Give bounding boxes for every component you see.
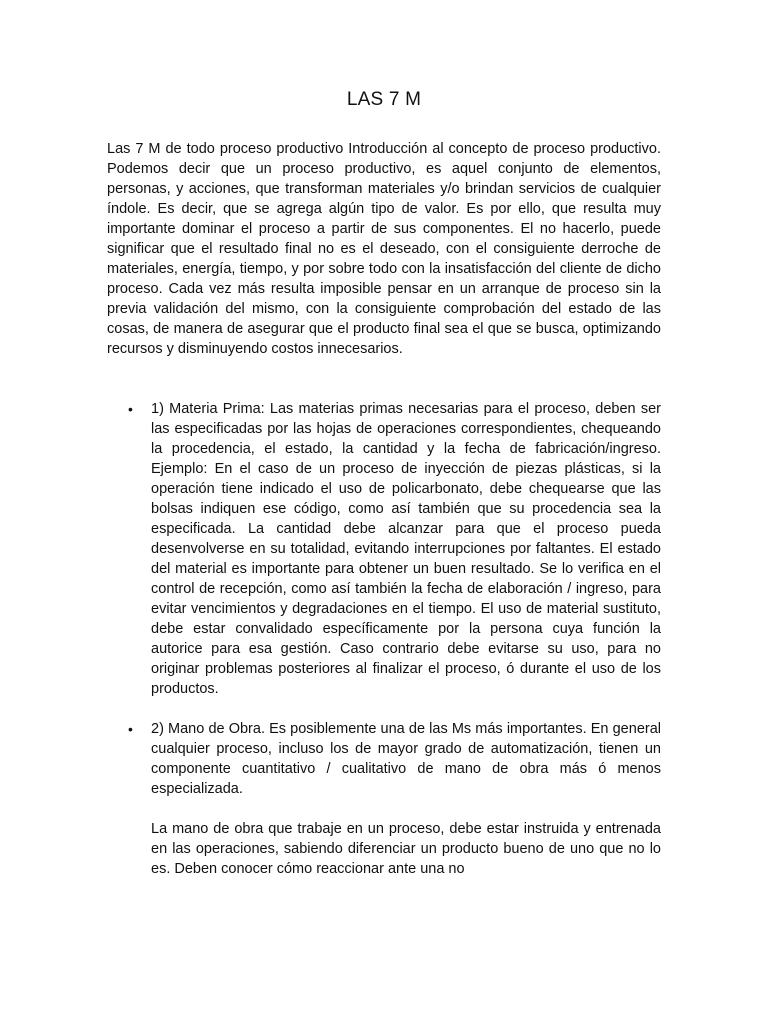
list-item-paragraph: 2) Mano de Obra. Es posiblemente una de las Ms más importantes. En general cualquier proceso, incluso los de mayor grado de automatización, tienen un componente cuantitativo / cualitativo de mano de obra más ó menos especializada. bbox=[151, 721, 661, 797]
intro-paragraph: Las 7 M de todo proceso productivo Introducción al concepto de proceso productivo. Podemos decir que un proceso productivo, es aquel conjunto de elementos, personas, y acciones, que transforman materiales y/o brindan servicios de cualquier índole. Es decir, que se agrega algún tipo de valor. Es por ello, que resulta muy importante dominar el proceso a partir de sus componentes. El no hacerlo, puede significar que el resultado final no es el deseado, con el consiguiente derroche de materiales, energía, tiempo, y por sobre todo con la insatisfacción del cliente de dicho proceso. Cada vez más resulta imposible pensar en un arranque de proceso sin la previa validación del mismo, con la consiguiente comprobación del estado de las cosas, de manera de asegurar que el producto final sea el que se busca, optimizando recursos y disminuyendo costos innecesarios. bbox=[107, 141, 661, 357]
list-item-paragraph: 1) Materia Prima: Las materias primas necesarias para el proceso, deben ser las especificadas por las hojas de operaciones correspondientes, chequeando la procedencia, el estado, la cantidad y la fecha de fabricación/ingreso. Ejemplo: En el caso de un proceso de inyección de piezas plásticas, si la operación tiene indicado el uso de policarbonato, debe chequearse que las bolsas indiquen ese código, como así también que su procedencia sea la especificada. La cantidad debe alcanzar para que el proceso pueda desenvolverse en su totalidad, evitando interrupciones por faltantes. El estado del material es importante para obtener un buen resultado. Se lo verifica en el control de recepción, como así también la fecha de elaboración / ingreso, para evitar vencimientos y degradaciones en el tiempo. El uso de material sustituto, debe estar convalidado específicamente por la persona cuya función la autorice para esa gestión. Caso contrario debe evitarse su uso, para no originar problemas posteriores al finalizar el proceso, ó durante el uso de los productos. bbox=[151, 401, 661, 697]
list-item-mano-de-obra bbox=[107, 719, 661, 879]
page-title: LAS 7 M bbox=[346, 89, 422, 110]
bullet-list bbox=[107, 399, 661, 879]
list-item-paragraph: La mano de obra que trabaje en un proceso, debe estar instruida y entrenada en las operaciones, sabiendo diferenciar un producto bueno de uno que no lo es. Deben conocer cómo reaccionar ante una no bbox=[151, 821, 661, 877]
bullet-icon: • bbox=[128, 401, 133, 417]
bullet-icon: • bbox=[128, 721, 133, 737]
list-item-materia-prima bbox=[107, 399, 661, 699]
